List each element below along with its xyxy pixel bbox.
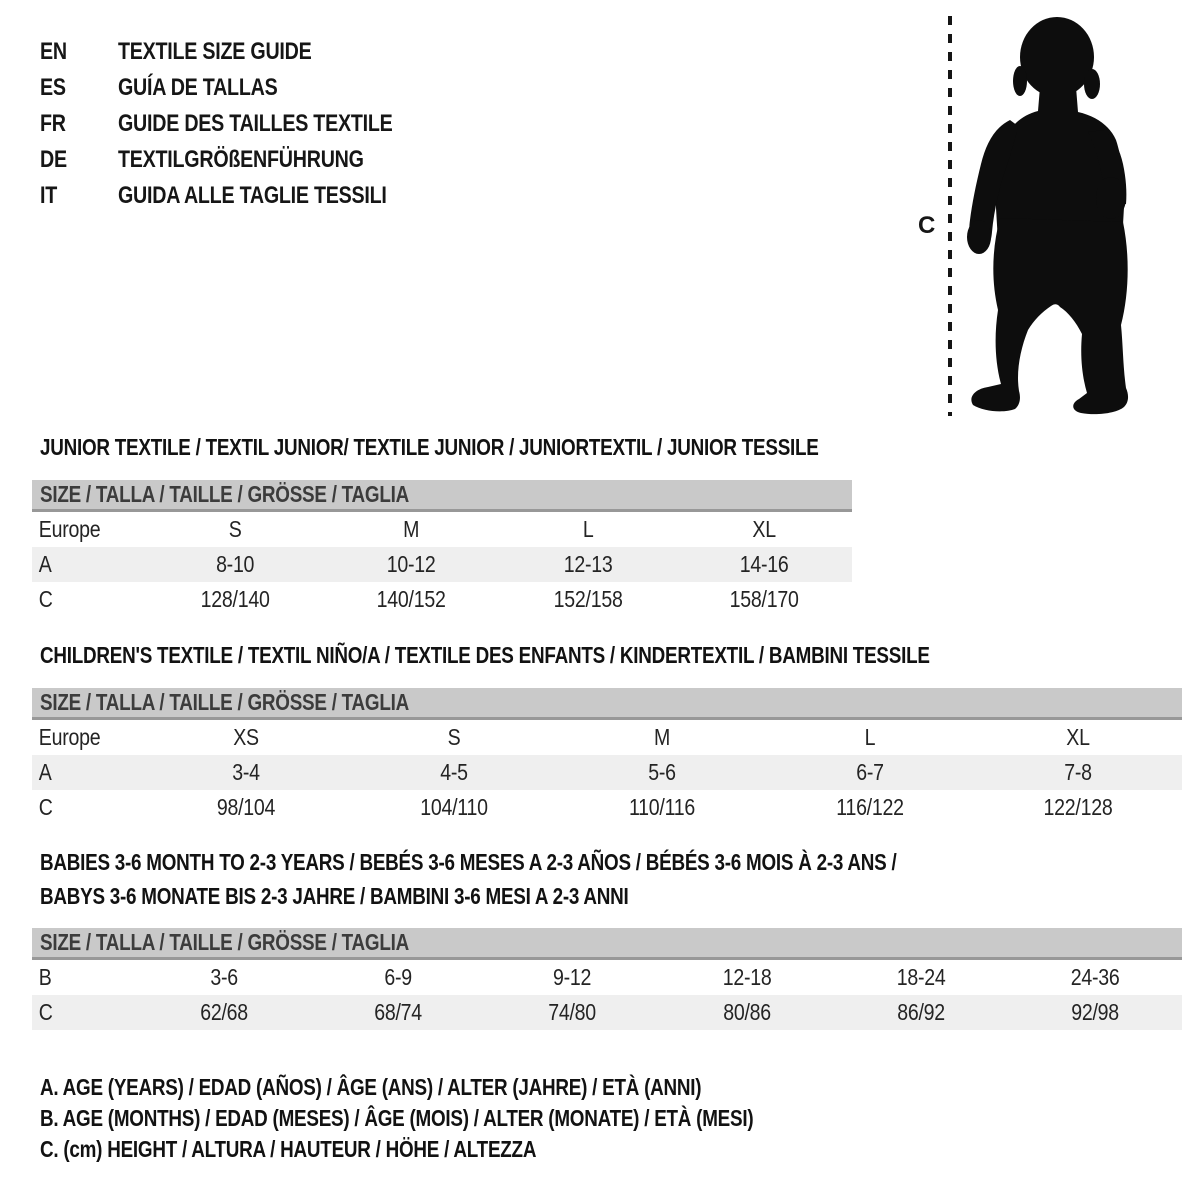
table-cell: 3-4 [232, 759, 260, 785]
table-cell: 116/122 [836, 794, 904, 820]
measure-c-label: C [918, 212, 936, 239]
row-label: B [38, 964, 52, 990]
table-cell: XS [233, 724, 259, 750]
silhouette-hand-left [967, 220, 991, 254]
toddler-silhouette [958, 12, 1143, 417]
table-cell: M [653, 724, 671, 750]
lang-title: TEXTILGRÖßENFÜHRUNG [118, 146, 364, 173]
table-cell: 158/170 [729, 586, 799, 612]
lang-title: GUIDA ALLE TAGLIE TESSILI [118, 182, 387, 209]
children-size-table [32, 688, 1182, 825]
row-label: C [38, 586, 53, 612]
table-cell: 128/140 [200, 586, 270, 612]
lang-row-es [40, 70, 453, 106]
table-cell: 62/68 [200, 999, 248, 1025]
lang-code: FR [40, 110, 66, 137]
size-header-label: SIZE / TALLA / TAILLE / GRÖSSE / TAGLIA [40, 481, 409, 507]
table-cell: 18-24 [896, 964, 946, 990]
row-label: C [38, 999, 53, 1025]
table-cell: 98/104 [216, 794, 276, 820]
babies-title-line1: BABIES 3-6 MONTH TO 2-3 YEARS / BEBÉS 3-6 MESES A 2-3 AÑOS / BÉBÉS 3-6 MOIS À 2-3 ANS / [40, 849, 897, 875]
silhouette-legs [971, 218, 1128, 414]
table-cell: 86/92 [896, 999, 945, 1025]
height-measure-line [948, 16, 952, 416]
row-label: A [38, 759, 52, 785]
lang-code: EN [40, 38, 67, 65]
lang-title: TEXTILE SIZE GUIDE [118, 38, 312, 65]
lang-code: IT [40, 182, 58, 209]
silhouette-head [1020, 17, 1094, 97]
table-cell: 9-12 [553, 964, 592, 990]
babies-size-table [32, 928, 1182, 1030]
table-row-height [32, 790, 1182, 825]
junior-size-header-bar [32, 480, 852, 512]
row-label: Europe [38, 724, 101, 750]
table-cell: L [864, 724, 876, 750]
table-cell: 5-6 [648, 759, 676, 785]
lang-row-it [40, 178, 453, 214]
table-cell: XL [752, 516, 776, 542]
table-cell: 14-16 [739, 551, 789, 577]
table-cell: 140/152 [376, 586, 446, 612]
size-header-label: SIZE / TALLA / TAILLE / GRÖSSE / TAGLIA [40, 929, 409, 955]
table-cell: 12-13 [563, 551, 612, 577]
table-cell: S [228, 516, 242, 542]
babies-size-header-bar [32, 928, 1182, 960]
legend-line-a: A. AGE (YEARS) / EDAD (AÑOS) / ÂGE (ANS) / ALTER (JAHRE) / ETÀ (ANNI) [40, 1074, 702, 1100]
table-row-europe [32, 512, 852, 547]
table-cell: 122/128 [1043, 794, 1113, 820]
legend-line-c: C. (cm) HEIGHT / ALTURA / HAUTEUR / HÖHE / ALTEZZA [40, 1136, 537, 1162]
table-cell: 24-36 [1070, 964, 1120, 990]
table-cell: 74/80 [548, 999, 597, 1025]
lang-code: DE [40, 146, 67, 173]
size-header-label: SIZE / TALLA / TAILLE / GRÖSSE / TAGLIA [40, 689, 409, 715]
table-cell: 6-7 [856, 759, 884, 785]
table-row-age [32, 755, 1182, 790]
table-row-height [32, 582, 852, 617]
table-cell: 4-5 [440, 759, 468, 785]
children-size-header-bar [32, 688, 1182, 720]
table-cell: S [447, 724, 461, 750]
table-cell: 80/86 [722, 999, 771, 1025]
table-cell: 92/98 [1071, 999, 1119, 1025]
table-row-age [32, 547, 852, 582]
silhouette-ear-right [1084, 69, 1100, 99]
table-row-height [32, 995, 1182, 1030]
babies-title-line2: BABYS 3-6 MONATE BIS 2-3 JAHRE / BAMBINI 3-6 MESI A 2-3 ANNI [40, 883, 629, 909]
lang-title: GUIDE DES TAILLES TEXTILE [118, 110, 393, 137]
junior-size-table [32, 480, 852, 617]
lang-code: ES [40, 74, 66, 101]
lang-row-fr [40, 106, 453, 142]
table-cell: 152/158 [553, 586, 623, 612]
table-cell: 10-12 [387, 551, 436, 577]
language-title-block [40, 34, 453, 214]
lang-row-de [40, 142, 453, 178]
table-cell: 3-6 [210, 964, 238, 990]
table-cell: 8-10 [216, 551, 255, 577]
legend-line-b: B. AGE (MONTHS) / EDAD (MESES) / ÂGE (MOIS) / ALTER (MONATE) / ETÀ (MESI) [40, 1105, 754, 1131]
table-row-europe [32, 720, 1182, 755]
row-label: C [38, 794, 53, 820]
table-cell: 110/116 [628, 794, 695, 820]
row-label: Europe [38, 516, 101, 542]
table-cell: 12-18 [722, 964, 771, 990]
table-row-months [32, 960, 1182, 995]
table-cell: M [403, 516, 420, 542]
table-cell: 7-8 [1064, 759, 1092, 785]
children-section-title: CHILDREN'S TEXTILE / TEXTIL NIÑO/A / TEXTILE DES ENFANTS / KINDERTEXTIL / BAMBINI TESSILE [40, 642, 930, 668]
babies-section-title [40, 849, 1085, 917]
silhouette-hand-right [1096, 177, 1126, 219]
row-label: A [38, 551, 52, 577]
silhouette-ear-left [1013, 66, 1027, 96]
junior-section-title: JUNIOR TEXTILE / TEXTIL JUNIOR/ TEXTILE JUNIOR / JUNIORTEXTIL / JUNIOR TESSILE [40, 434, 819, 460]
table-cell: 6-9 [384, 964, 412, 990]
table-cell: 104/110 [420, 794, 488, 820]
table-cell: L [582, 516, 593, 542]
lang-title: GUÍA DE TALLAS [118, 74, 278, 101]
table-cell: XL [1066, 724, 1090, 750]
lang-row-en [40, 34, 453, 70]
legend [40, 1074, 910, 1167]
table-cell: 68/74 [374, 999, 423, 1025]
